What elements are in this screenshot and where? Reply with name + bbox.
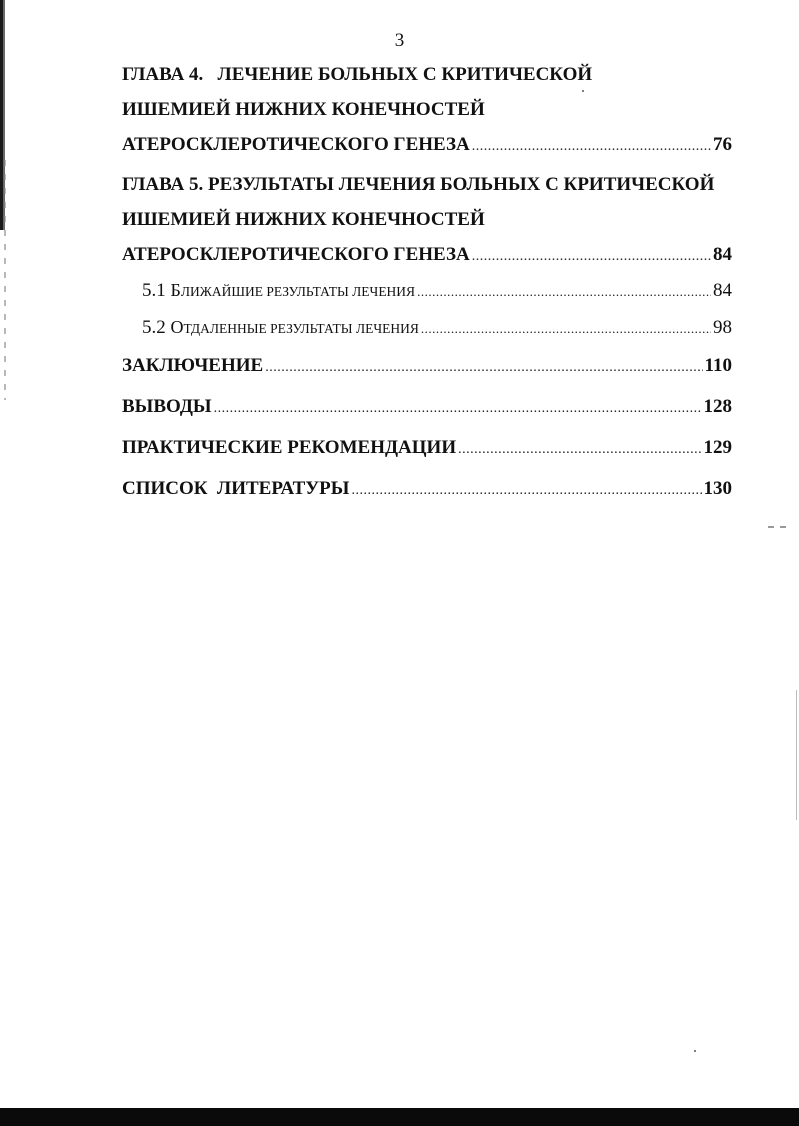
toc-chapter5-entry[interactable] [122,244,732,279]
scan-mark [796,690,797,820]
toc-section-5-2-page: 98 [713,317,732,338]
toc-section-5-2-title: ТДАЛЕННЫЕ РЕЗУЛЬТАТЫ ЛЕЧЕНИЯ [183,321,419,336]
toc-section-5-1-page: 84 [713,280,732,301]
scan-bottom-edge [0,1108,799,1126]
toc-chapter4-page: 76 [713,134,732,155]
toc-leader-dots [417,284,711,300]
toc-recommendations-title: ПРАКТИЧЕСКИЕ РЕКОМЕНДАЦИИ [122,437,457,458]
toc-findings-page: 128 [703,396,732,417]
toc-chapter5-line2 [122,209,732,244]
toc-findings-title: ВЫВОДЫ [122,396,212,417]
toc-leader-dots [421,321,711,337]
toc-chapter5-page: 84 [713,244,732,265]
toc-section-5-1-number: 5.1 [142,280,166,301]
scan-dot [694,1050,696,1052]
toc-chapter5-title-part3: АТЕРОСКЛЕРОТИЧЕСКОГО ГЕНЕЗА [122,244,470,265]
toc-recommendations-page: 129 [703,437,732,458]
toc-section-5-2-cap: О [170,317,184,337]
toc-chapter5-line1 [122,174,732,209]
toc-leader-dots [472,249,711,265]
toc-references-page: 130 [703,478,732,499]
toc-chapter4-title-part3: АТЕРОСКЛЕРОТИЧЕСКОГО ГЕНЕЗА [122,134,470,155]
toc-conclusion-page: 110 [704,355,732,376]
toc-conclusion[interactable] [122,355,732,396]
toc-leader-dots [351,483,701,499]
toc-section-5-1[interactable] [122,280,732,317]
toc-leader-dots [265,360,702,376]
table-of-contents [122,64,732,519]
toc-leader-dots [458,442,701,458]
toc-recommendations[interactable] [122,437,732,478]
toc-section-5-1-cap: Б [170,280,181,300]
toc-chapter4-title-part2: ИШЕМИЕЙ НИЖНИХ КОНЕЧНОСТЕЙ [122,99,485,120]
scan-mark [768,526,792,528]
toc-chapter4-line1 [122,64,732,99]
toc-leader-dots [214,401,702,417]
toc-leader-dots [472,139,711,155]
toc-conclusion-title: ЗАКЛЮЧЕНИЕ [122,355,264,376]
toc-findings[interactable] [122,396,732,437]
toc-chapter5-title-part1: ГЛАВА 5. РЕЗУЛЬТАТЫ ЛЕЧЕНИЯ БОЛЬНЫХ С КРИТИЧЕСКОЙ [122,174,715,195]
toc-section-5-1-title: ЛИЖАЙШИЕ РЕЗУЛЬТАТЫ ЛЕЧЕНИЯ [180,284,416,299]
toc-section-5-2-number: 5.2 [142,317,166,338]
page-number: 3 [394,30,405,51]
toc-chapter4-title-part1: ГЛАВА 4. ЛЕЧЕНИЕ БОЛЬНЫХ С КРИТИЧЕСКОЙ [122,64,593,85]
toc-references[interactable] [122,478,732,519]
toc-chapter4-line2 [122,99,732,134]
toc-section-5-2[interactable] [122,317,732,354]
toc-references-title: СПИСОК ЛИТЕРАТУРЫ [122,478,350,499]
toc-chapter4-entry[interactable] [122,134,732,169]
scan-edge-artifact [4,160,6,400]
toc-chapter5-title-part2: ИШЕМИЕЙ НИЖНИХ КОНЕЧНОСТЕЙ [122,209,485,230]
